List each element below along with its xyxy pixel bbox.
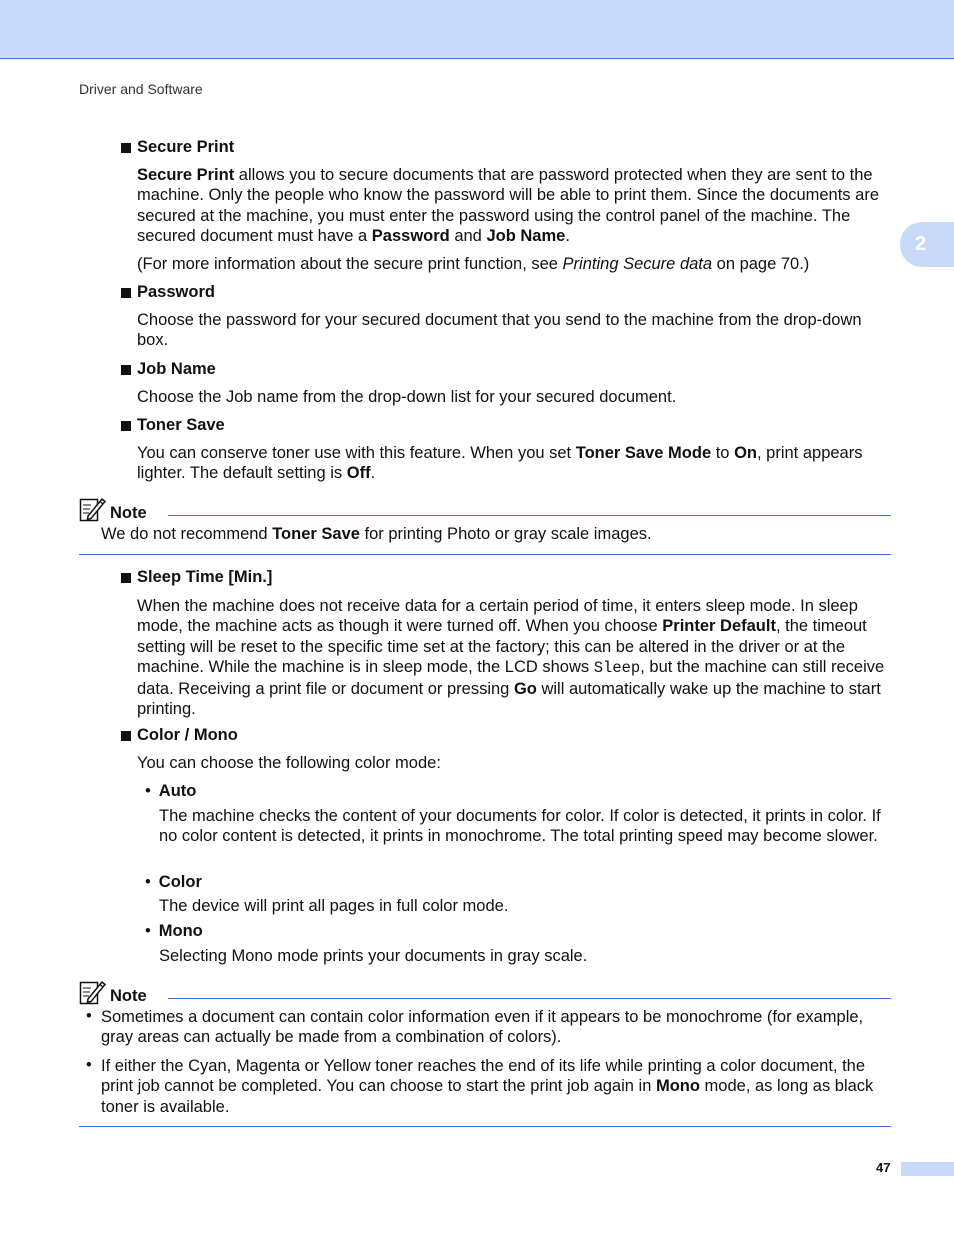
- secure-print-description: [137, 165, 889, 247]
- toner-save-description: [137, 443, 889, 484]
- square-bullet-icon: [121, 143, 131, 153]
- text-run: will automatically wake up the machine to start printing.: [137, 679, 881, 719]
- text-run: On: [734, 444, 757, 462]
- text-run: Secure Print: [137, 166, 235, 184]
- text-run: You can conserve toner use with this feature. When you set: [137, 444, 576, 462]
- text-run: Sometimes a document can contain color information even if it appears to be monochrome (for example, gray areas can actually be made from a combination of colors).: [101, 1008, 864, 1047]
- square-bullet-icon: [121, 421, 131, 431]
- square-bullet-icon: [121, 573, 131, 583]
- footer-band: [901, 1162, 954, 1176]
- note-1-text: [101, 524, 891, 544]
- note-pencil-icon: [79, 496, 107, 522]
- running-head: Driver and Software: [79, 81, 203, 97]
- note-divider-2: [168, 998, 891, 999]
- note-2-bullet-2-text: [101, 1056, 891, 1117]
- note-header-2: Note: [79, 979, 147, 1005]
- note-2-bullet-1-marker: •: [86, 1007, 92, 1025]
- text-run: for printing Photo or gray scale images.: [359, 525, 652, 543]
- text-run: We do not recommend: [101, 525, 273, 543]
- section-title-sleep-time: Sleep Time [Min.]: [121, 568, 272, 587]
- color-mode-item-mono: • Mono: [145, 922, 203, 940]
- text-run: Mono: [655, 1077, 700, 1096]
- section-title-secure-print: Secure Print: [121, 138, 234, 157]
- header-band: [0, 0, 954, 59]
- square-bullet-icon: [121, 288, 131, 298]
- text-run: Go: [513, 679, 537, 698]
- section-title-password: Password: [121, 283, 215, 302]
- text-run: When the machine does not receive data for a certain period of time, it enters sleep mode. In sleep mode, the machine acts as though it were turned off. When you choose: [137, 597, 858, 636]
- chapter-number: 2: [915, 233, 927, 255]
- color-mode-color-description: The device will print all pages in full color mode.: [159, 897, 509, 915]
- text-run: Sleep: [593, 659, 641, 678]
- color-mode-item-auto: • Auto: [145, 782, 197, 800]
- text-run: .: [370, 464, 376, 483]
- sleep-time-description: [137, 596, 889, 719]
- text-run: Job Name: [486, 227, 566, 246]
- text-run: Toner Save: [272, 525, 360, 543]
- text-run: to: [711, 444, 735, 462]
- text-run: Toner Save Mode: [575, 444, 712, 462]
- text-run: .: [565, 227, 570, 246]
- text-run: mode, as long as black toner is available.: [101, 1077, 874, 1116]
- text-run: (For more information about the secure print function, see: [137, 255, 563, 273]
- note-pencil-icon: [79, 979, 107, 1005]
- text-run: You can choose the following color mode:: [137, 754, 441, 772]
- square-bullet-icon: [121, 731, 131, 741]
- text-run: on page 70.): [712, 255, 810, 273]
- section-title-color-mono: Color / Mono: [121, 726, 238, 745]
- text-run: Off: [346, 464, 371, 483]
- secure-print-reference: [137, 254, 889, 274]
- note-header-1: Note: [79, 496, 147, 522]
- password-description: [137, 310, 889, 351]
- text-run: , print appears lighter. The default setting is: [137, 444, 863, 483]
- color-mono-intro: [137, 753, 889, 773]
- square-bullet-icon: [121, 365, 131, 375]
- text-run: allows you to secure documents that are password protected when they are sent to the machine. Only the people who know the password will be able to print them. Since the documents are secured at the machine, you must enter the password using the control panel of the machine. The secured document must have a: [137, 166, 879, 246]
- text-run: Printer Default: [662, 617, 776, 636]
- text-run: , but the machine can still receive data. Receiving a print file or document or pressing: [137, 658, 885, 698]
- text-run: , the timeout setting will be reset to the specific time set at the factory; this can be altered in the driver or at the machine. While the machine is in sleep mode, the LCD shows: [137, 617, 867, 677]
- color-mode-auto-description: The machine checks the content of your documents for color. If color is detected, it prints in color. If no color content is detected, it prints in monochrome. The total printing speed may become slower.: [159, 807, 881, 846]
- text-run: and: [449, 227, 487, 246]
- note-divider-1: [168, 515, 891, 516]
- section-title-job-name: Job Name: [121, 360, 216, 379]
- page-number: 47: [876, 1160, 891, 1175]
- text-run: Choose the password for your secured document that you send to the machine from the drop-down box.: [137, 311, 862, 350]
- text-run: Password: [371, 227, 450, 246]
- note-end-rule-2: [79, 1126, 891, 1127]
- note-end-rule-1: [79, 554, 891, 555]
- note-2-bullet-2-marker: •: [86, 1056, 92, 1074]
- chapter-tab: [900, 222, 954, 267]
- color-mode-item-color: • Color: [145, 873, 202, 891]
- text-run: If either the Cyan, Magenta or Yellow toner reaches the end of its life while printing a color document, the print job cannot be completed. You can choose to start the print job again in: [101, 1057, 866, 1096]
- color-mode-mono-description: Selecting Mono mode prints your documents in gray scale.: [159, 947, 588, 965]
- note-2-bullet-1-text: [101, 1007, 891, 1048]
- text-run: Printing Secure data: [562, 255, 713, 273]
- section-title-toner-save: Toner Save: [121, 416, 225, 435]
- text-run: Choose the Job name from the drop-down list for your secured document.: [137, 388, 677, 406]
- job-name-description: [137, 387, 889, 407]
